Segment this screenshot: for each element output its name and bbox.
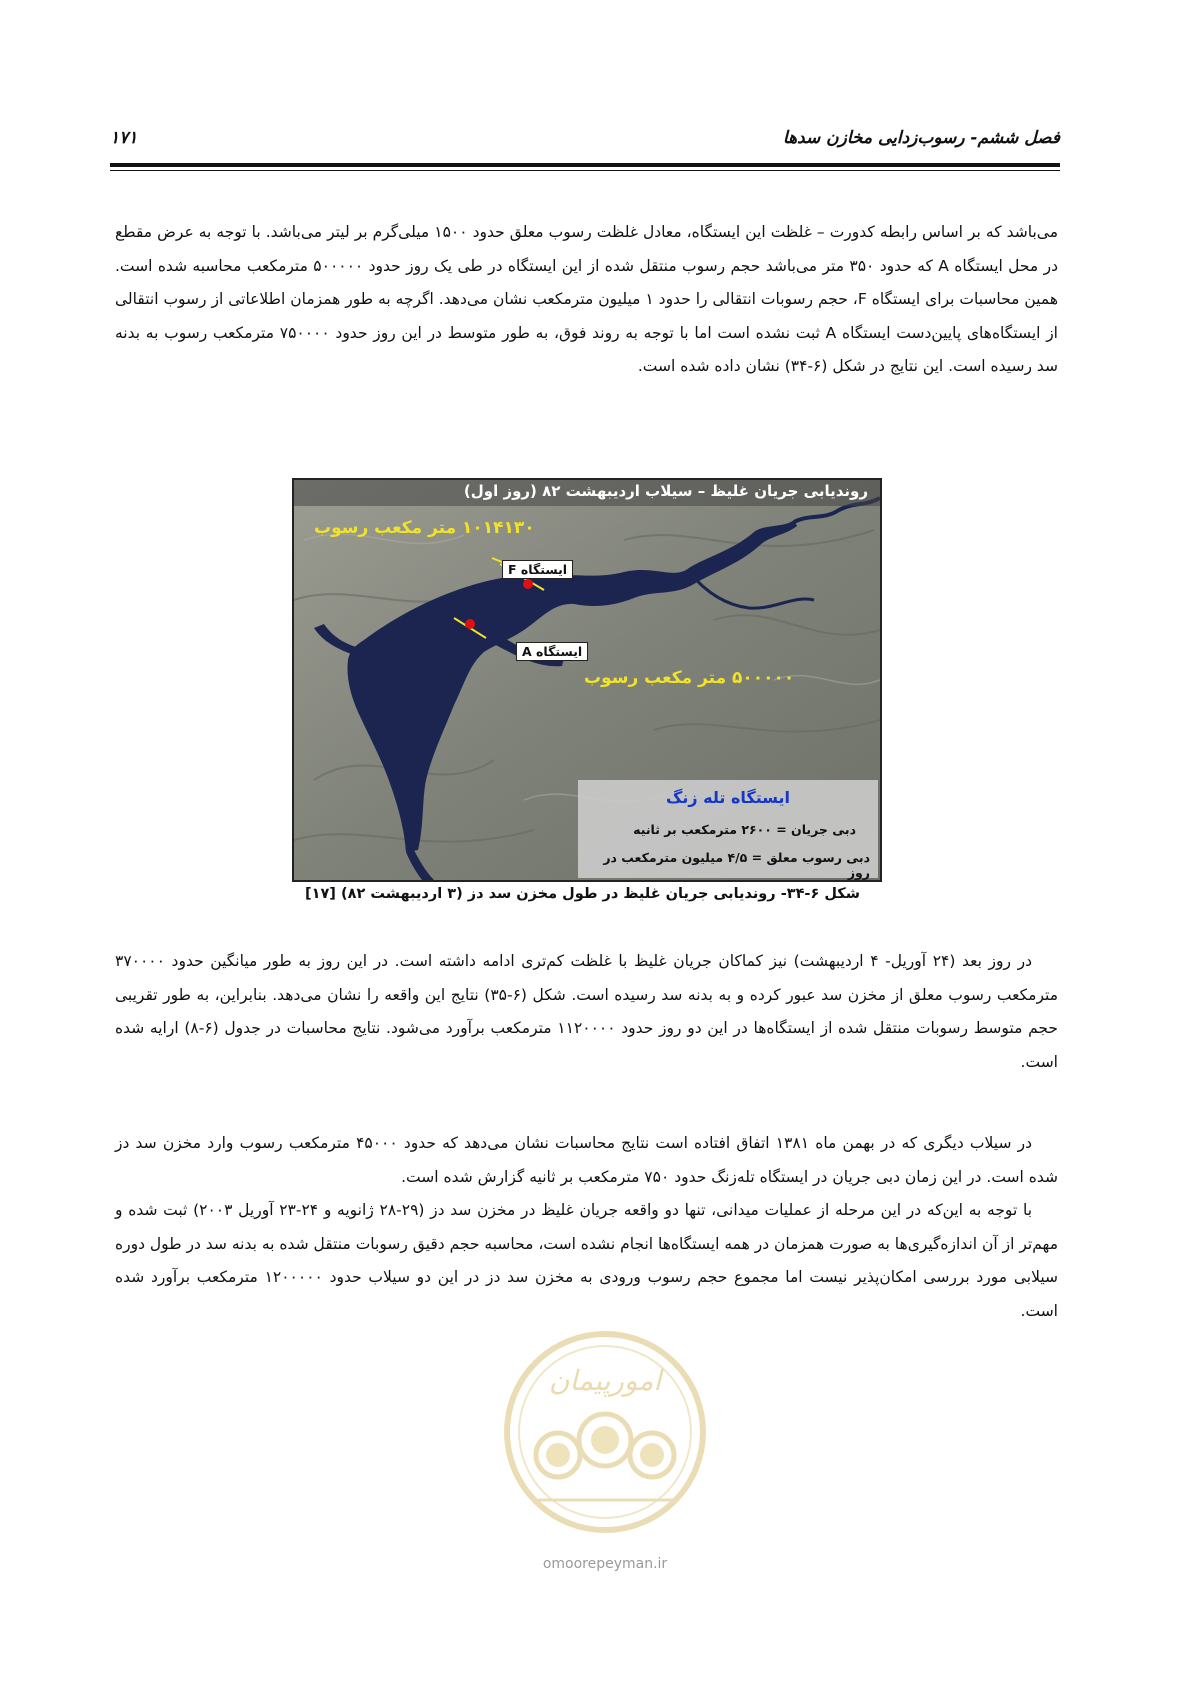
volume-label-f: ۱۰۱۴۱۳۰ متر مکعب رسوب	[314, 518, 535, 538]
paragraph-1: می‌باشد که بر اساس رابطه کدورت – غلظت این ایستگاه، معادل غلظت رسوب معلق حدود ۱۵۰۰ میلی‌گرم بر لیتر می‌باشد. با توجه به عرض مقطع در محل ایستگاه A که حدود ۳۵۰ متر می‌باشد حجم رسوب منتقل شده از این ایستگاه در طی یک روز حدود ۵۰۰۰۰۰ مترمکعب محاسبه شده است. همین محاسبات برای ایستگاه F، حجم رسوبات انتقالی را حدود ۱ میلیون مترمکعب نشان می‌دهد. اگرچه به طور همزمان اطلاعاتی از رسوب انتقالی از ایستگاه‌های پایین‌دست ایستگاه A ثبت نشده است اما با توجه به روند فوق، به طور متوسط در این روز حدود ۷۵۰۰۰۰ مترمکعب رسوب به بدنه سد رسیده است. این نتایج در شکل (۶-۳۴) نشان داده شده است.	[115, 223, 1058, 375]
page-header	[110, 128, 1060, 158]
watermark-url: omoorepeyman.ir	[542, 1556, 668, 1572]
watermark-logo-icon	[498, 1320, 713, 1550]
info-sediment-rate: دبی رسوب معلق = ۴/۵ میلیون مترمکعب در روز	[603, 850, 870, 880]
svg-text:امورپیمان: امورپیمان	[548, 1364, 662, 1397]
paragraph-3: در سیلاب دیگری که در بهمن ماه ۱۳۸۱ اتفاق افتاده است نتایج محاسبات نشان می‌دهد که حدود ۴۵۰۰۰ مترمکعب رسوب وارد مخزن سد دز شده است. در این زمان دبی جریان در ایستگاه تله‌زنگ حدود ۷۵۰ مترمکعب بر ثانیه گزارش شده است.	[115, 1134, 1058, 1186]
paragraph-2: در روز بعد (۲۴ آوریل- ۴ اردیبهشت) نیز کماکان جریان غلیظ با غلظت کم‌تری ادامه داشته است. در این روز به طور میانگین حدود ۳۷۰۰۰۰ مترمکعب رسوب معلق از مخزن سد عبور کرده و به بدنه سد رسیده است. شکل (۶-۳۵) نتایج این واقعه را نشان می‌دهد. بنابراین، به طور تقریبی حجم متوسط رسوبات منتقل شده از ایستگاه‌ها در این دو روز حدود ۱۱۲۰۰۰۰ مترمکعب برآورد می‌شود. نتایج محاسبات در جدول (۶-۸) ارایه شده است.	[115, 952, 1058, 1071]
chapter-title: فصل ششم- رسوب‌زدایی مخازن سدها	[782, 128, 1060, 148]
volume-label-a: ۵۰۰۰۰۰ متر مکعب رسوب	[584, 668, 795, 688]
figure-title: روندیابی جریان غلیظ – سیلاب اردیبهشت ۸۲ (روز اول)	[463, 482, 868, 500]
station-a-marker	[465, 619, 475, 629]
header-rule-thick	[110, 163, 1060, 167]
station-info-box	[578, 780, 878, 878]
station-f-marker	[523, 579, 533, 589]
page-number: ۱۷۱	[110, 128, 138, 148]
figure-caption: شکل ۶-۳۴- روندیابی جریان غلیظ در طول مخزن سد دز (۳ اردیبهشت ۸۲) [۱۷]	[304, 886, 860, 902]
info-station-name: ایستگاه تله زنگ	[665, 788, 790, 807]
info-flow-rate: دبی جریان = ۲۶۰۰ مترمکعب بر ثانیه	[633, 822, 856, 837]
station-f-label: ایستگاه F	[502, 560, 573, 579]
header-rule-thin	[110, 170, 1060, 171]
paragraph-4: با توجه به این‌که در این مرحله از عملیات میدانی، تنها دو واقعه جریان غلیظ در مخزن سد دز (۲۹-۲۸ ژانویه و ۲۴-۲۳ آوریل ۲۰۰۳) ثبت شده و مهم‌تر از آن اندازه‌گیری‌ها به صورت همزمان در همه ایستگاه‌ها انجام نشده است، محاسبه حجم دقیق رسوبات منتقل شده به بدنه سد در طول دوره سیلابی مورد بررسی امکان‌پذیر نیست اما مجموع حجم رسوب ورودی به مخزن سد دز در این دو سیلاب حدود ۱۲۰۰۰۰۰ مترمکعب برآورد شده است.	[115, 1201, 1058, 1320]
station-a-label: ایستگاه A	[516, 642, 588, 661]
figure-satellite-map	[292, 478, 882, 882]
